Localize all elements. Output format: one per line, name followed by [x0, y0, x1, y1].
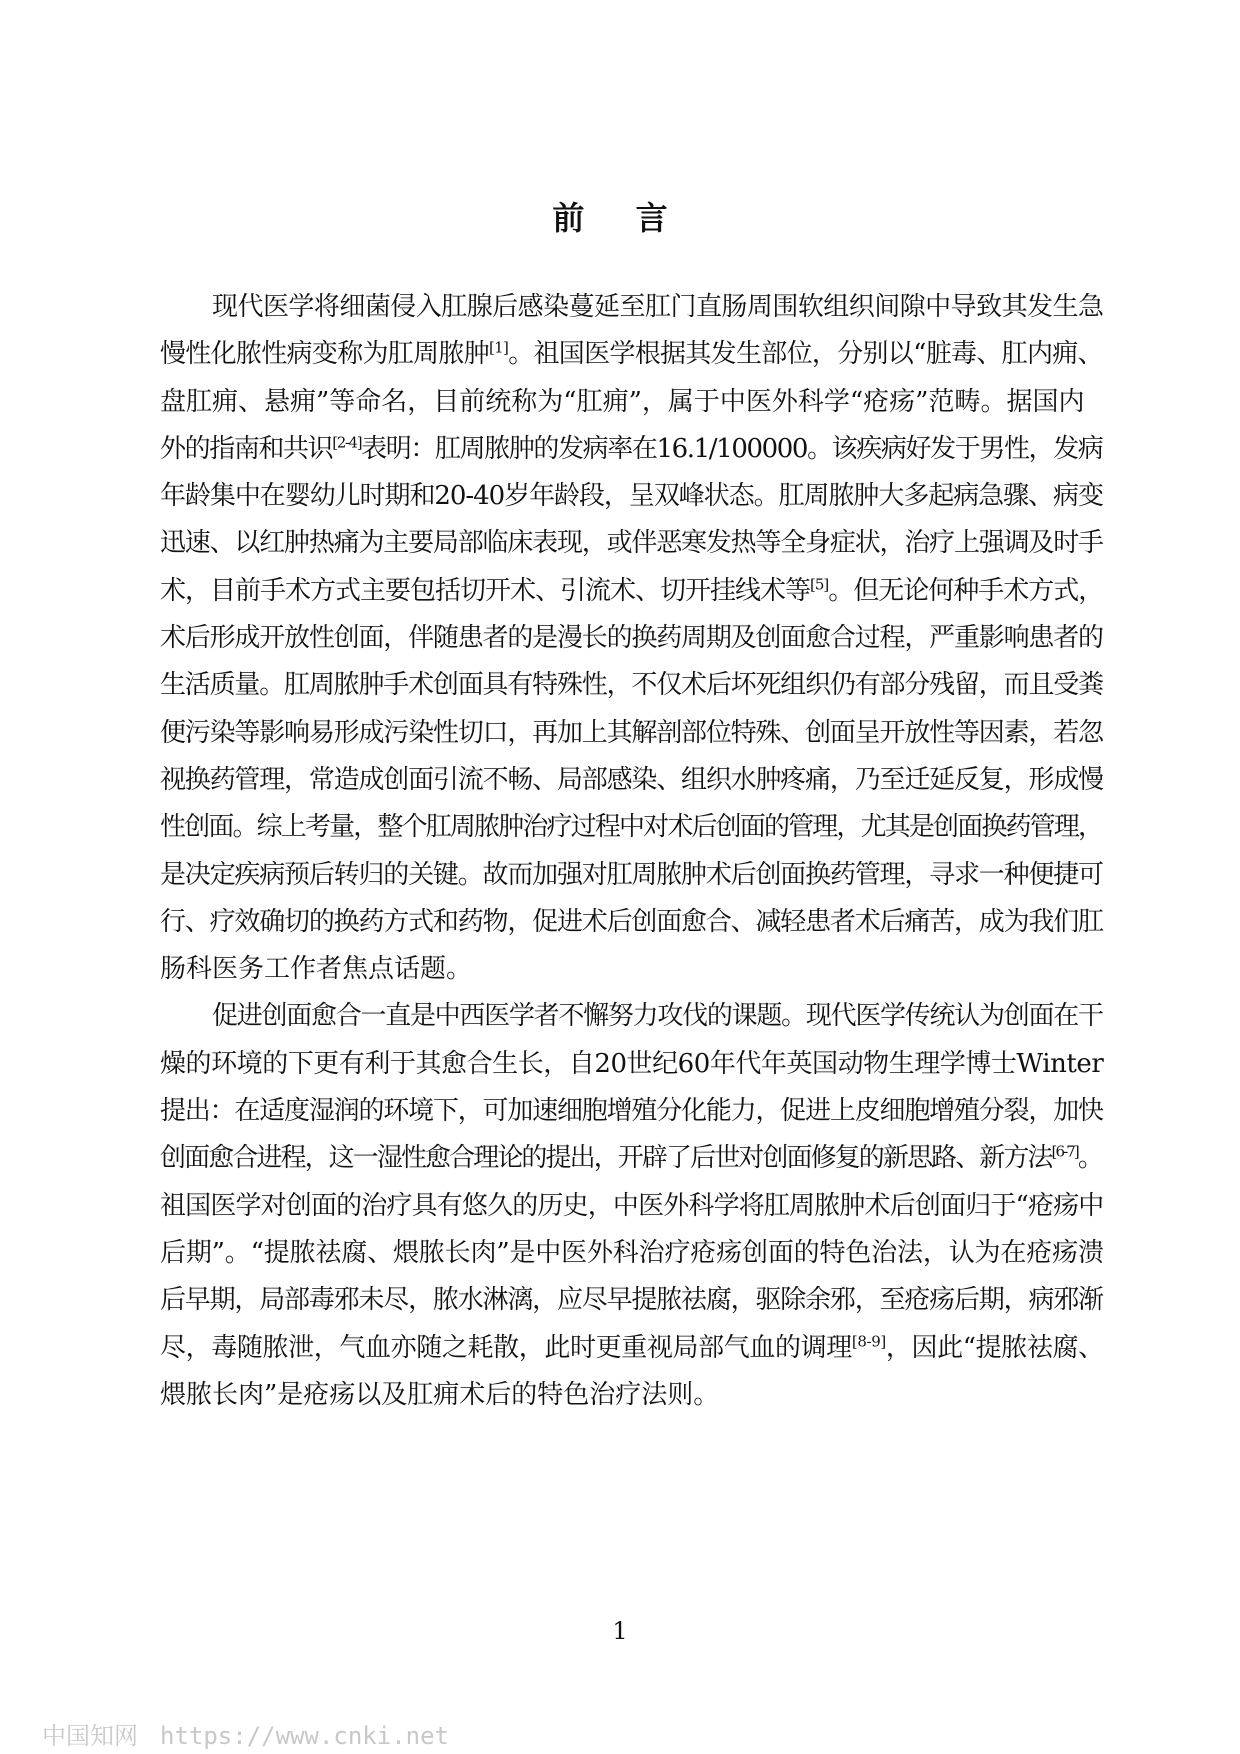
- text-run: 生活质量。肛周脓肿手术创面具有特殊性，不仅术后坏死组织仍有部分残留，而且受粪: [160, 670, 1103, 701]
- text-line: [160, 1135, 1104, 1182]
- text-line: [160, 662, 1104, 709]
- page-number: 1: [612, 1617, 628, 1645]
- text-run: 视换药管理，常造成创面引流不畅、局部感染、组织水肿疼痛，乃至迁延反复，形成慢: [160, 764, 1103, 795]
- text-line: [160, 379, 1104, 426]
- text-run: 。: [1077, 1143, 1102, 1174]
- paragraph: [160, 284, 1104, 993]
- text-run: 年龄集中在婴幼儿时期和20-40岁年龄段，呈双峰状态。肛周脓肿大多起病急骤、病变: [160, 481, 1103, 512]
- text-line: [160, 284, 1104, 331]
- text-run: 盘肛痈、悬痈”等命名，目前统称为“肛痈”，属于中医外科学“疮疡”范畴。据国内: [160, 386, 1085, 417]
- text-run: 现代医学将细菌侵入肛腺后感染蔓延至肛门直肠周围软组织间隙中导致其发生急: [212, 292, 1104, 322]
- text-line: [160, 993, 1104, 1040]
- text-line: [160, 710, 1104, 757]
- text-line: [160, 568, 1104, 615]
- text-line: [160, 615, 1104, 662]
- text-run: 迅速、以红肿热痛为主要局部临床表现，或伴恶寒发热等全身症状，治疗上强调及时手: [160, 528, 1103, 559]
- citation-ref: [6-7]: [1051, 1142, 1078, 1161]
- text-run: 表明：肛周脓肿的发病率在16.1/100000。该疾病好发于男性，发病: [361, 433, 1103, 464]
- text-line: [160, 1041, 1104, 1088]
- text-run: 外的指南和共识: [160, 433, 333, 464]
- text-run: 便污染等影响易形成污染性切口，再加上其解剖部位特殊、创面呈开放性等因素，若忽: [160, 717, 1103, 748]
- citation-ref: [2-4]: [332, 433, 362, 452]
- text-line: [160, 1325, 1104, 1372]
- text-run: 后期”。“提脓祛腐、煨脓长肉”是中医外科治疗疮疡创面的特色治法，认为在疮疡溃: [160, 1237, 1104, 1268]
- text-run: 燥的环境的下更有利于其愈合生长，自20世纪60年代年英国动物生理学博士Winter: [160, 1048, 1104, 1079]
- text-line: [160, 473, 1104, 520]
- text-run: 后早期，局部毒邪未尽，脓水淋漓，应尽早提脓祛腐，驱除余邪，至疮疡后期，病邪渐: [160, 1285, 1103, 1316]
- text-run: 提出：在适度湿润的环境下，可加速细胞增殖分化能力，促进上皮细胞增殖分裂，加快: [160, 1096, 1103, 1127]
- text-run: 慢性化脓性病变称为肛周脓肿: [160, 339, 490, 370]
- text-line: [160, 1277, 1104, 1324]
- text-line: [160, 520, 1104, 567]
- text-run: 肠科医务工作者焦点话题。: [160, 954, 473, 985]
- text-run: 促进创面愈合一直是中西医学者不懈努力攻伐的课题。现代医学传统认为创面在干: [212, 1001, 1103, 1032]
- text-line: [160, 1183, 1104, 1230]
- text-line: [160, 899, 1104, 946]
- text-line: [160, 1230, 1104, 1277]
- watermark-url: https://www.cnki.net: [160, 1722, 449, 1750]
- citation-ref: [8-9]: [851, 1331, 886, 1350]
- text-run: 煨脓长肉”是疮疡以及肛痈术后的特色治疗法则。: [160, 1379, 720, 1410]
- text-line: [160, 804, 1104, 851]
- text-run: 是决定疾病预后转归的关键。故而加强对肛周脓肿术后创面换药管理，寻求一种便捷可: [160, 859, 1103, 890]
- text-line: [160, 757, 1104, 804]
- text-run: 行、疗效确切的换药方式和药物，促进术后创面愈合、减轻患者术后痛苦，成为我们肛: [160, 906, 1103, 937]
- watermark-brand: 中国知网: [42, 1722, 138, 1750]
- text-run: ，因此“提脓祛腐、: [885, 1332, 1104, 1363]
- text-run: 创面愈合进程，这一湿性愈合理论的提出，开辟了后世对创面修复的新思路、新方法: [160, 1143, 1052, 1174]
- text-run: 术，目前手术方式主要包括切开术、引流术、切开挂线术等: [160, 575, 811, 606]
- text-line: [160, 852, 1104, 899]
- citation-ref: [1]: [489, 338, 509, 357]
- text-run: 。但无论何种手术方式，: [828, 575, 1104, 606]
- text-line: [160, 1372, 1104, 1419]
- text-line: [160, 426, 1104, 473]
- text-line: [160, 946, 1104, 993]
- text-run: 术后形成开放性创面，伴随患者的是漫长的换药周期及创面愈合过程，严重影响患者的: [160, 623, 1103, 654]
- text-line: [160, 331, 1104, 378]
- body-text: [160, 284, 1104, 1419]
- page-title: 前 言: [552, 199, 688, 237]
- paragraph: [160, 993, 1104, 1419]
- text-run: 性创面。综上考量，整个肛周脓肿治疗过程中对术后创面的管理，尤其是创面换药管理，: [160, 812, 1103, 843]
- watermark: [42, 1716, 449, 1751]
- text-run: 。祖国医学根据其发生部位，分别以“脏毒、肛内痈、: [508, 339, 1103, 370]
- text-line: [160, 1088, 1104, 1135]
- text-run: 尽，毒随脓泄，气血亦随之耗散，此时更重视局部气血的调理: [160, 1332, 852, 1363]
- citation-ref: [5]: [810, 575, 829, 594]
- text-run: 祖国医学对创面的治疗具有悠久的历史，中医外科学将肛周脓肿术后创面归于“疮疡中: [160, 1190, 1104, 1221]
